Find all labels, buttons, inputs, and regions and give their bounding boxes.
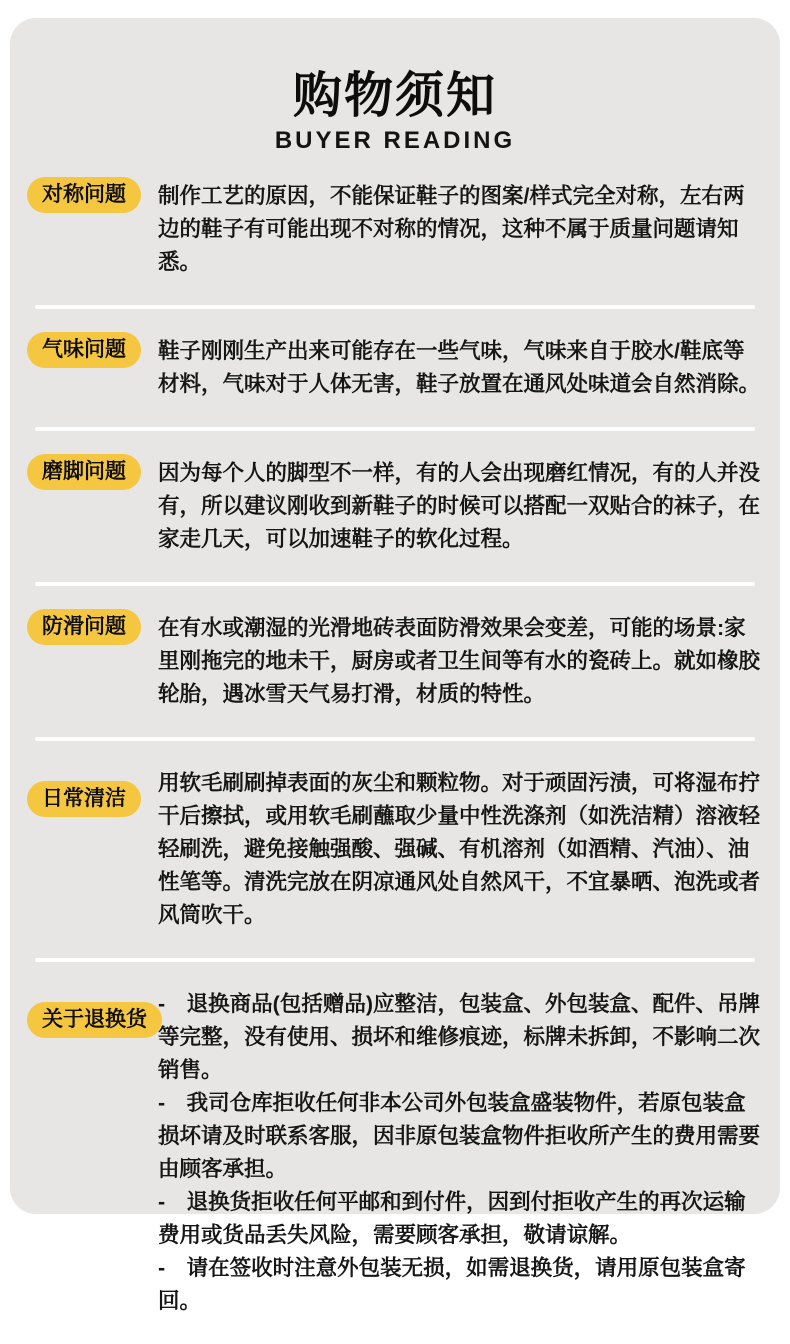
section-paragraph: - 退换商品(包括赠品)应整洁，包装盒、外包装盒、配件、吊牌等完整，没有使用、损坏和维修痕迹，标牌未拆卸，不影响二次销售。 — [158, 992, 761, 1082]
section-label-odor: 气味问题 — [27, 332, 141, 368]
notice-section-anti-slip — [25, 586, 765, 737]
section-text-foot-rubbing — [158, 457, 765, 556]
section-label-col — [25, 180, 158, 213]
section-paragraph: - 我司仓库拒收任何非本公司外包装盒盛装物件，若原包装盒损坏请及时联系客服，因非原包装盒物件拒收所产生的费用需要由顾客承担。 — [158, 1091, 761, 1181]
section-label-col — [25, 767, 158, 817]
page-subtitle: BUYER READING — [274, 127, 516, 154]
section-paragraph: - 请在签收时注意外包装无损，如需退换货，请用原包装盒寄回。 — [158, 1256, 746, 1313]
section-text-daily-cleaning — [158, 767, 765, 932]
notice-section-daily-cleaning — [25, 741, 765, 958]
section-label-daily-cleaning: 日常清洁 — [27, 781, 141, 817]
section-label-symmetry: 对称问题 — [27, 177, 141, 213]
section-text-anti-slip — [158, 612, 765, 711]
notice-section-symmetry — [25, 154, 765, 305]
section-label-col — [25, 988, 158, 1038]
section-paragraph: 用软毛刷刷掉表面的灰尘和颗粒物。对于顽固污渍，可将湿布拧干后擦拭，或用软毛刷蘸取少量中性洗涤剂（如洗洁精）溶液轻轻刷洗，避免接触强酸、强碱、有机溶剂（如酒精、汽油）、油性笔等。清洗完放在阴凉通风处自然风干，不宜暴晒、泡洗或者风筒吹干。 — [158, 771, 761, 927]
section-label-col — [25, 335, 158, 368]
section-label-anti-slip: 防滑问题 — [27, 609, 141, 645]
card-header — [25, 70, 765, 154]
buyer-notice-card — [10, 18, 780, 1313]
section-label-returns: 关于退换货 — [27, 1002, 162, 1038]
section-label-foot-rubbing: 磨脚问题 — [27, 454, 141, 490]
section-paragraph: 制作工艺的原因，不能保证鞋子的图案/样式完全对称，左右两边的鞋子有可能出现不对称的情况，这种不属于质量问题请知悉。 — [158, 184, 745, 274]
section-text-returns — [158, 988, 765, 1318]
section-text-symmetry — [158, 180, 765, 279]
section-paragraph: - 退换货拒收任何平邮和到付件，因到付拒收产生的再次运输费用或货品丢失风险，需要顾客承担，敬请谅解。 — [158, 1190, 746, 1247]
page-title: 购物须知 — [292, 69, 497, 123]
notice-sections — [25, 154, 765, 1344]
notice-section-odor — [25, 309, 765, 427]
section-paragraph: 因为每个人的脚型不一样，有的人会出现磨红情况，有的人并没有，所以建议刚收到新鞋子的时候可以搭配一双贴合的袜子，在家走几天，可以加速鞋子的软化过程。 — [158, 461, 761, 551]
section-label-col — [25, 612, 158, 645]
section-paragraph: 鞋子刚刚生产出来可能存在一些气味，气味来自于胶水/鞋底等材料，气味对于人体无害，鞋子放置在通风处味道会自然消除。 — [158, 339, 761, 396]
section-label-col — [25, 457, 158, 490]
section-text-odor — [158, 335, 765, 401]
notice-section-returns — [25, 962, 765, 1344]
notice-section-foot-rubbing — [25, 431, 765, 582]
section-paragraph: 在有水或潮湿的光滑地砖表面防滑效果会变差，可能的场景:家里刚拖完的地未干，厨房或者卫生间等有水的瓷砖上。就如橡胶轮胎，遇冰雪天气易打滑，材质的特性。 — [158, 616, 761, 706]
